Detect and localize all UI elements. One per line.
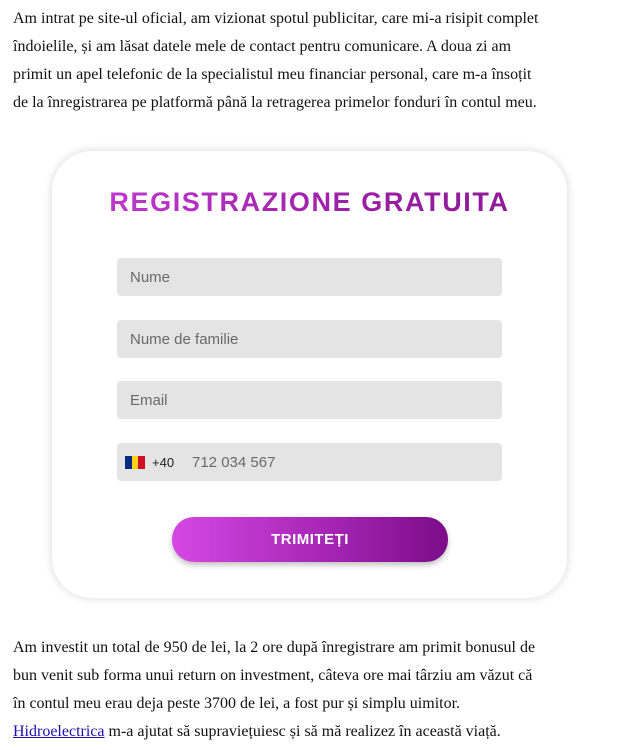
- intro-line: primit un apel telefonic de la specialistul meu financiar personal, care m-a însoțit: [13, 66, 532, 83]
- flag-stripe-blue: [125, 456, 132, 469]
- intro-line: îndoielile, și am lăsat datele mele de contact pentru comunicare. A doua zi am: [13, 38, 512, 55]
- intro-line: de la înregistrarea pe platformă până la retragerea primelor fonduri în contul meu.: [13, 94, 537, 111]
- registration-form-card: [52, 151, 567, 598]
- last-name-input[interactable]: [117, 320, 502, 358]
- outro-line: în contul meu erau deja peste 3700 de lei, a fost pur și simplu uimitor.: [13, 695, 461, 712]
- romania-flag-icon[interactable]: [125, 456, 145, 469]
- flag-stripe-yellow: [132, 456, 139, 469]
- outro-last-line: [13, 718, 613, 746]
- intro-paragraph: [13, 5, 613, 117]
- phone-field: [117, 443, 502, 481]
- submit-button[interactable]: TRIMITEȚI: [172, 517, 448, 562]
- outro-last-line-text: m-a ajutat să supraviețuiesc și să mă realizez în această viață.: [104, 723, 501, 740]
- outro-paragraph: [13, 634, 613, 746]
- intro-line: Am intrat pe site-ul oficial, am vizionat spotul publicitar, care mi-a risipit complet: [13, 10, 539, 27]
- email-input[interactable]: [117, 381, 502, 419]
- phone-input[interactable]: [182, 442, 502, 482]
- hidroelectrica-link[interactable]: Hidroelectrica: [13, 723, 105, 740]
- first-name-input[interactable]: [117, 258, 502, 296]
- dial-code: +40: [152, 454, 175, 470]
- outro-line: Am investit un total de 950 de lei, la 2 ore după înregistrare am primit bonusul de: [13, 639, 536, 656]
- outro-line: bun venit sub forma unui return on investment, câteva ore mai târziu am văzut că: [13, 667, 533, 684]
- flag-stripe-red: [138, 456, 145, 469]
- form-title: REGISTRAZIONE GRATUITA: [52, 187, 567, 218]
